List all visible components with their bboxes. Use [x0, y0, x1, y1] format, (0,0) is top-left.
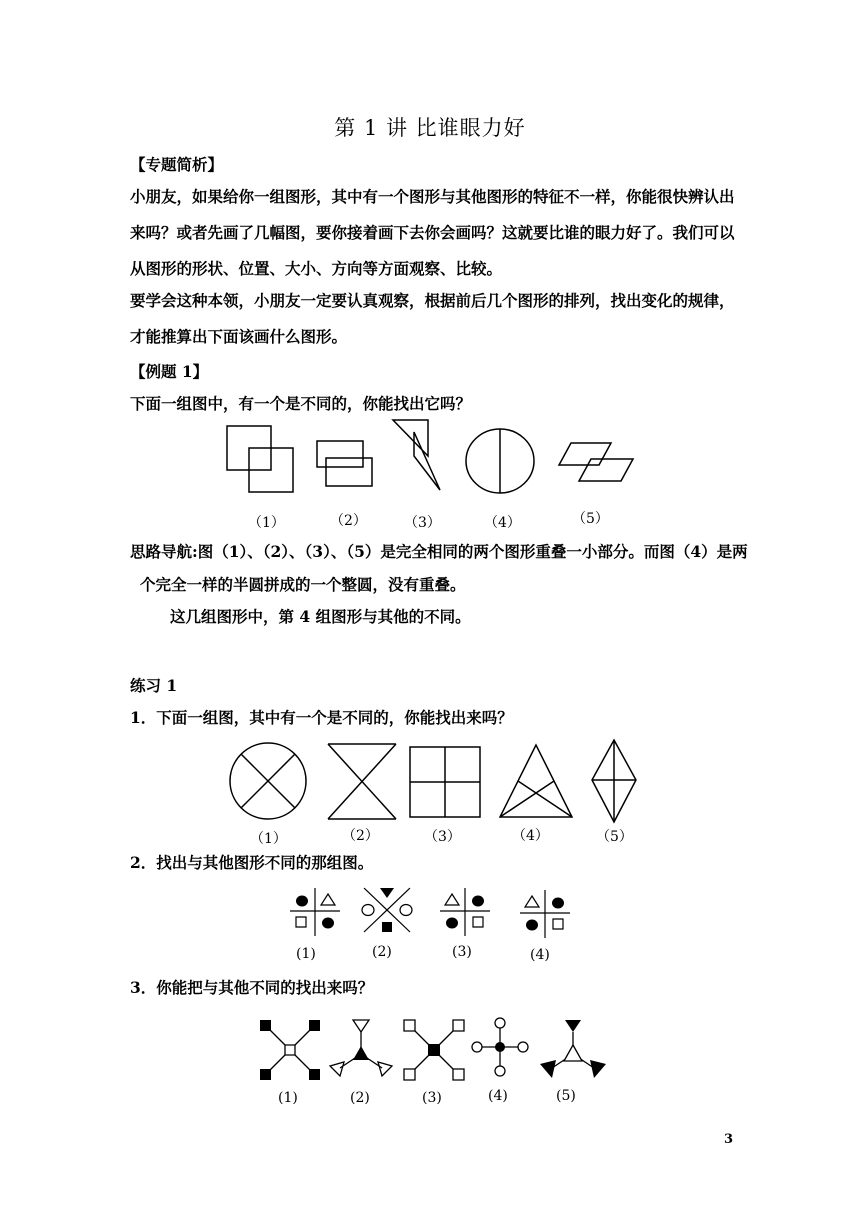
example1-figure-5 [557, 440, 637, 484]
example1-conclusion: 这几组图形中，第 4 组图形与其他的不同。 [170, 607, 471, 626]
example1-heading: 【例题 1】 [130, 362, 209, 381]
example1-label: （3） [404, 515, 441, 531]
example1-hint: 思路导航:图（1）、（2）、（3）、（5）是完全相同的两个图形重叠一小部分。而图（4）是两 [130, 542, 748, 561]
q1-figure-5 [590, 738, 638, 824]
q3-label: (1) [278, 1090, 298, 1106]
practice1-question-1: 1．下面一组图，其中有一个是不同的，你能找出来吗？ [130, 708, 513, 727]
example1-figure-1 [224, 423, 296, 495]
q3-label: (2) [350, 1090, 370, 1106]
q3-figure-4 [470, 1016, 530, 1078]
q1-label: （3） [424, 829, 461, 845]
q1-label: （1） [250, 831, 287, 847]
analysis-line: 才能推算出下面该画什么图形。 [130, 327, 348, 346]
q2-label: (4) [530, 947, 550, 963]
q3-label: (5) [556, 1088, 576, 1104]
analysis-line: 来吗？或者先画了几幅图，要你接着画下去你会画吗？这就要比谁的眼力好了。我们可以 [130, 223, 735, 242]
q1-figure-2 [326, 742, 398, 822]
analysis-line: 小朋友，如果给你一组图形，其中有一个图形与其他图形的特征不一样，你能很快辨认出 [130, 187, 735, 206]
practice1-question-2: 2．找出与其他图形不同的那组图。 [130, 853, 374, 872]
q2-figure-3 [438, 886, 492, 938]
q1-figure-3 [408, 745, 482, 819]
q3-figure-3 [402, 1018, 466, 1082]
example1-figure-4 [463, 426, 537, 496]
q3-figure-1 [258, 1018, 322, 1082]
q3-label: (4) [488, 1088, 508, 1104]
analysis-line: 从图形的形状、位置、大小、方向等方面观察、比较。 [130, 259, 503, 278]
q1-label: （2） [342, 828, 379, 844]
q3-label: (3) [422, 1090, 442, 1106]
analysis-line: 要学会这种本领，小朋友一定要认真观察，根据前后几个图形的排列，找出变化的规律， [130, 291, 735, 310]
page-title: 第 1 讲 比谁眼力好 [334, 116, 526, 140]
example1-label: （4） [484, 515, 521, 531]
example1-hint: 个完全一样的半圆拼成的一个整圆，没有重叠。 [140, 575, 466, 594]
example1-figure-3 [390, 414, 444, 494]
q2-figure-1 [288, 886, 342, 938]
q2-figure-4 [518, 888, 572, 940]
practice1-question-3: 3．你能把与其他不同的找出来吗？ [130, 978, 374, 997]
example1-label: （5） [572, 511, 609, 527]
q2-label: (2) [372, 944, 392, 960]
q2-label: (1) [296, 946, 316, 962]
example1-figure-2 [314, 438, 376, 490]
q1-figure-4 [498, 743, 576, 821]
q1-label: （4） [512, 828, 549, 844]
example1-label: （1） [248, 515, 285, 531]
q3-figure-2 [328, 1018, 394, 1080]
q2-label: (3) [452, 944, 472, 960]
practice1-heading: 练习 1 [130, 676, 178, 695]
example1-label: （2） [330, 513, 367, 529]
page-number: 3 [724, 1132, 734, 1147]
q1-figure-1 [226, 739, 310, 823]
example1-question: 下面一组图中，有一个是不同的，你能找出它吗？ [130, 394, 472, 413]
q1-label: （5） [596, 829, 633, 845]
analysis-heading: 【专题简析】 [130, 155, 224, 174]
q2-figure-2 [356, 884, 418, 936]
q3-figure-5 [538, 1018, 608, 1080]
